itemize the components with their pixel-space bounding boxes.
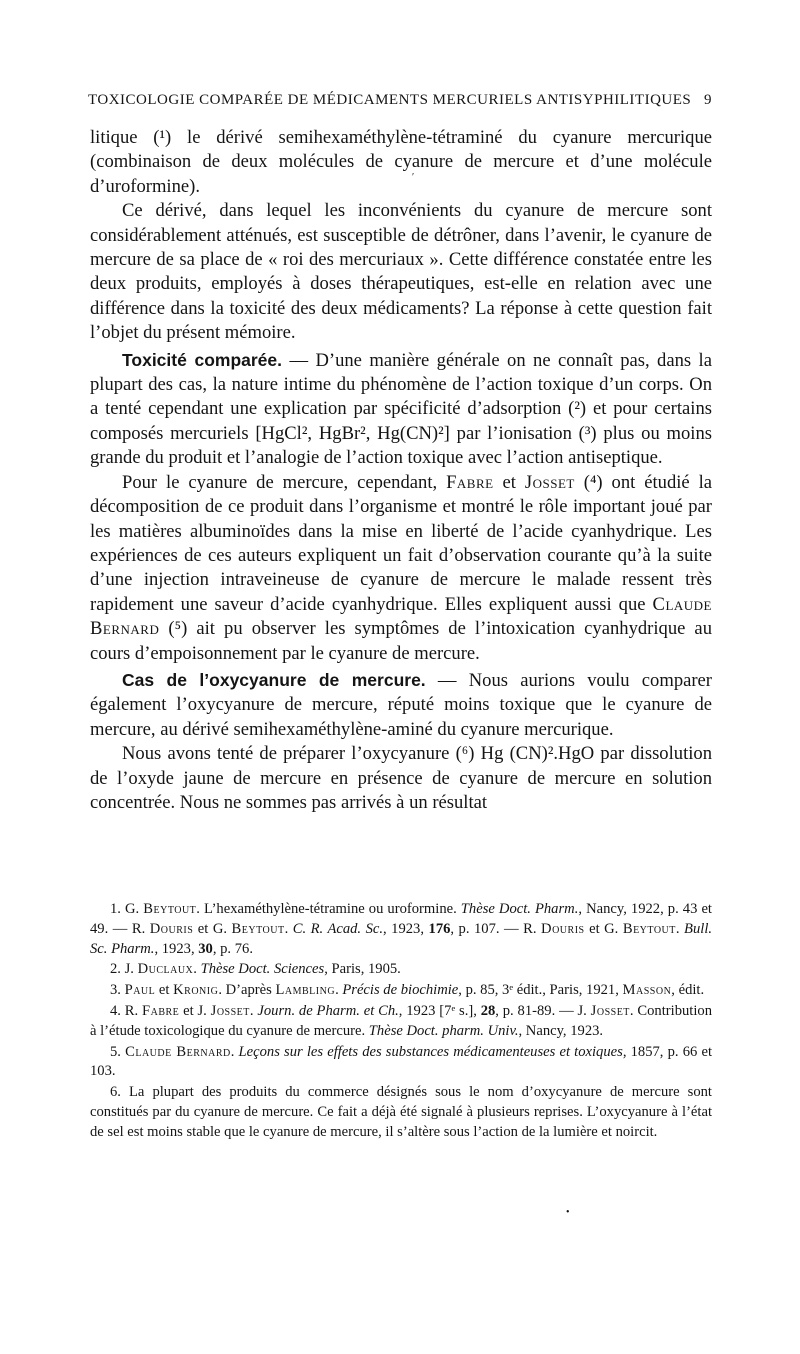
text-span: , Paris, 1905. (324, 961, 401, 978)
paragraph-cyanide (90, 471, 712, 666)
volume-number: 176 (428, 920, 451, 937)
text-span: . (284, 920, 293, 937)
text-span: , 1923 [7ᵉ s.], (398, 1002, 481, 1019)
stray-dot: • (566, 1207, 570, 1218)
text-span: (⁵) ait pu observer les symptômes de l’intoxication cyanhydrique au cours d’empoisonnement par le cyanure de mercure. (90, 618, 712, 664)
paragraph-derivative: Ce dérivé, dans lequel les inconvénients du cyanure de mercure sont considérablement atténués, est susceptible de détrôner, dans l’avenir, le cyanure de mercure de sa place de « roi des mercuriaux ». Cette différence constatée entre les deux produits, employés à doses thérapeutiques, est-elle en relation avec une différence dans la toxicité des deux médicaments? La réponse à cette question fait l’objet du présent mémoire. (90, 200, 712, 344)
stray-mark: ʹ (412, 172, 415, 183)
text-span: et G. (193, 920, 232, 937)
toxicity-text: — D’une manière générale on ne connaît pas, dans la plupart des cas, la nature intime du phénomène de l’action toxique d’un corps. On a tenté cependant une explication par spécificité d’adsorption (²) et pour certains composés mercuriels [HgCl², HgBr², Hg(CN)²] par l’ionisation (³) plus ou moins grande du produit et l’analogie de l’action toxique avec l’action antiseptique. (90, 349, 712, 469)
running-title: TOXICOLOGIE COMPARÉE DE MÉDICAMENTS MERCURIELS ANTISYPHILITIQUES (88, 92, 692, 108)
author-name: Beytout (231, 920, 285, 937)
citation-title: Leçons sur les effets des substances médicamenteuses et toxiques (238, 1043, 623, 1060)
paragraph-oxycyanide (90, 668, 712, 742)
author-name: Claude Bernard (90, 593, 712, 640)
text-span: et (155, 982, 174, 999)
author-name: Beytout (143, 901, 197, 917)
text-span: . L’hexaméthylène-tétramine ou uroformine. (196, 901, 461, 917)
text-span: , édit. (671, 982, 705, 999)
author-name: Fabre (446, 471, 494, 493)
text-span: et G. (584, 920, 623, 937)
section-heading-oxycyanide: Cas de l’oxycyanure de mercure. (122, 669, 426, 690)
running-header (88, 92, 712, 109)
main-text (90, 126, 712, 815)
text-span: , 1923, (383, 920, 429, 937)
text-span: . D’après (218, 982, 276, 999)
footnote-4 (90, 1002, 712, 1042)
author-name: Kronig (173, 982, 219, 999)
text-span: , 1923, (154, 940, 199, 957)
text-span: , p. 76. (212, 940, 253, 957)
text-span: 5. (110, 1043, 126, 1060)
paragraph-preparation: Nous avons tenté de préparer l’oxycyanure (⁶) Hg (CN)².HgO par dissolution de l’oxyde jaune de mercure en présence de cyanure de mercure en solution concentrée. Nous ne sommes pas arrivés à un résultat (90, 743, 712, 813)
footnotes (90, 900, 712, 1143)
author-name: Douris (149, 920, 194, 937)
citation-title: C. R. Acad. Sc. (292, 920, 384, 937)
author-name: Duclaux (137, 961, 194, 978)
text-span: et (493, 471, 525, 493)
footnote-1 (90, 900, 712, 959)
author-name: Fabre (142, 1002, 180, 1019)
footnote-3 (90, 981, 712, 1001)
section-heading-toxicity: Toxicité comparée. (122, 349, 283, 370)
text-span: . Contribution à l’étude toxicologique du cyanure de mercure. (90, 1002, 712, 1039)
text-span: , 1857, p. 66 et 103. (90, 1043, 713, 1080)
citation-title: Thèse Doct. pharm. Univ. (368, 1022, 519, 1039)
text-span: , Nancy, 1923. (518, 1022, 604, 1039)
text-span: 4. R. (110, 1002, 142, 1019)
author-name: Lambling (275, 982, 336, 999)
citation-title: Thèse Doct. Sciences (200, 961, 325, 978)
text-span: 3. (110, 982, 125, 999)
paragraph-continuation: litique (¹) le dérivé semihexaméthylène-tétraminé du cyanure mercurique (combinaison de deux molécules de cyanure de mercure et d’une molécule d’uroformine). (90, 127, 712, 197)
author-name: Claude Bernard (125, 1043, 231, 1060)
volume-number: 28 (480, 1002, 496, 1019)
citation-title: Journ. de Pharm. et Ch. (257, 1002, 399, 1019)
citation-title: Bull. Sc. Pharm. (90, 920, 713, 957)
author-name: Paul (124, 982, 156, 999)
text-span: . (249, 1002, 258, 1019)
text-span: 2. J. (110, 961, 138, 978)
footnote-2 (90, 960, 712, 980)
text-span: Pour le cyanure de mercure, cependant, (122, 471, 447, 493)
text-span: . (193, 961, 201, 978)
oxycyanide-text: — Nous aurions voulu comparer également l’oxycyanure de mercure, réputé moins toxique que le cyanure de mercure, au dérivé semihexaméthylène-aminé du cyanure mercurique. (90, 669, 713, 740)
text-span: et J. (179, 1002, 211, 1019)
citation-title: Thèse Doct. Pharm. (460, 901, 579, 917)
footnote-6: 6. La plupart des produits du commerce désignés sous le nom d’oxycyanure de mercure sont constitués par du cyanure de mercure. Ce fait a déjà été signalé à plusieurs reprises. L’oxycyanure à l’état de sel est moins stable que le cyanure de mercure, il s’altère sous l’action de la lumière et noircit. (90, 1084, 712, 1140)
text-span: , p. 107. — R. (450, 920, 542, 937)
text-span: . (675, 920, 685, 937)
author-name: Beytout (622, 920, 676, 937)
author-name: Josset (210, 1002, 250, 1019)
text-span: , Nancy, 1922, p. 43 et 49. — R. (90, 901, 712, 937)
footnote-5 (90, 1043, 712, 1083)
paragraph-toxicity (90, 348, 712, 471)
text-span: , p. 85, 3ᵉ édit., Paris, 1921, (458, 982, 623, 999)
text-span: . (230, 1043, 239, 1060)
citation-title: Précis de biochimie (342, 982, 459, 999)
publisher-name: Masson (622, 982, 672, 999)
volume-number: 30 (198, 940, 213, 957)
author-name: Douris (541, 920, 585, 937)
page-number: 9 (704, 92, 712, 108)
text-span: . (335, 982, 343, 999)
author-name: Josset (524, 471, 575, 493)
text-span: 1. G. (110, 901, 144, 917)
author-name: Josset (590, 1002, 630, 1019)
text-span: , p. 81-89. — J. (495, 1002, 591, 1019)
text-span: (⁴) ont étudié la décomposition de ce produit dans l’organisme et montré le rôle important joué par les matières albuminoïdes dans la mise en liberté de l’acide cyanhydrique. Les expériences de ces auteurs expliquent un fait d’observation courante qu’à la suite d’une injection intraveineuse de cyanure de mercure le malade ressent très rapidement une saveur d’acide cyanhydrique. Elles expliquent aussi que (90, 471, 713, 615)
